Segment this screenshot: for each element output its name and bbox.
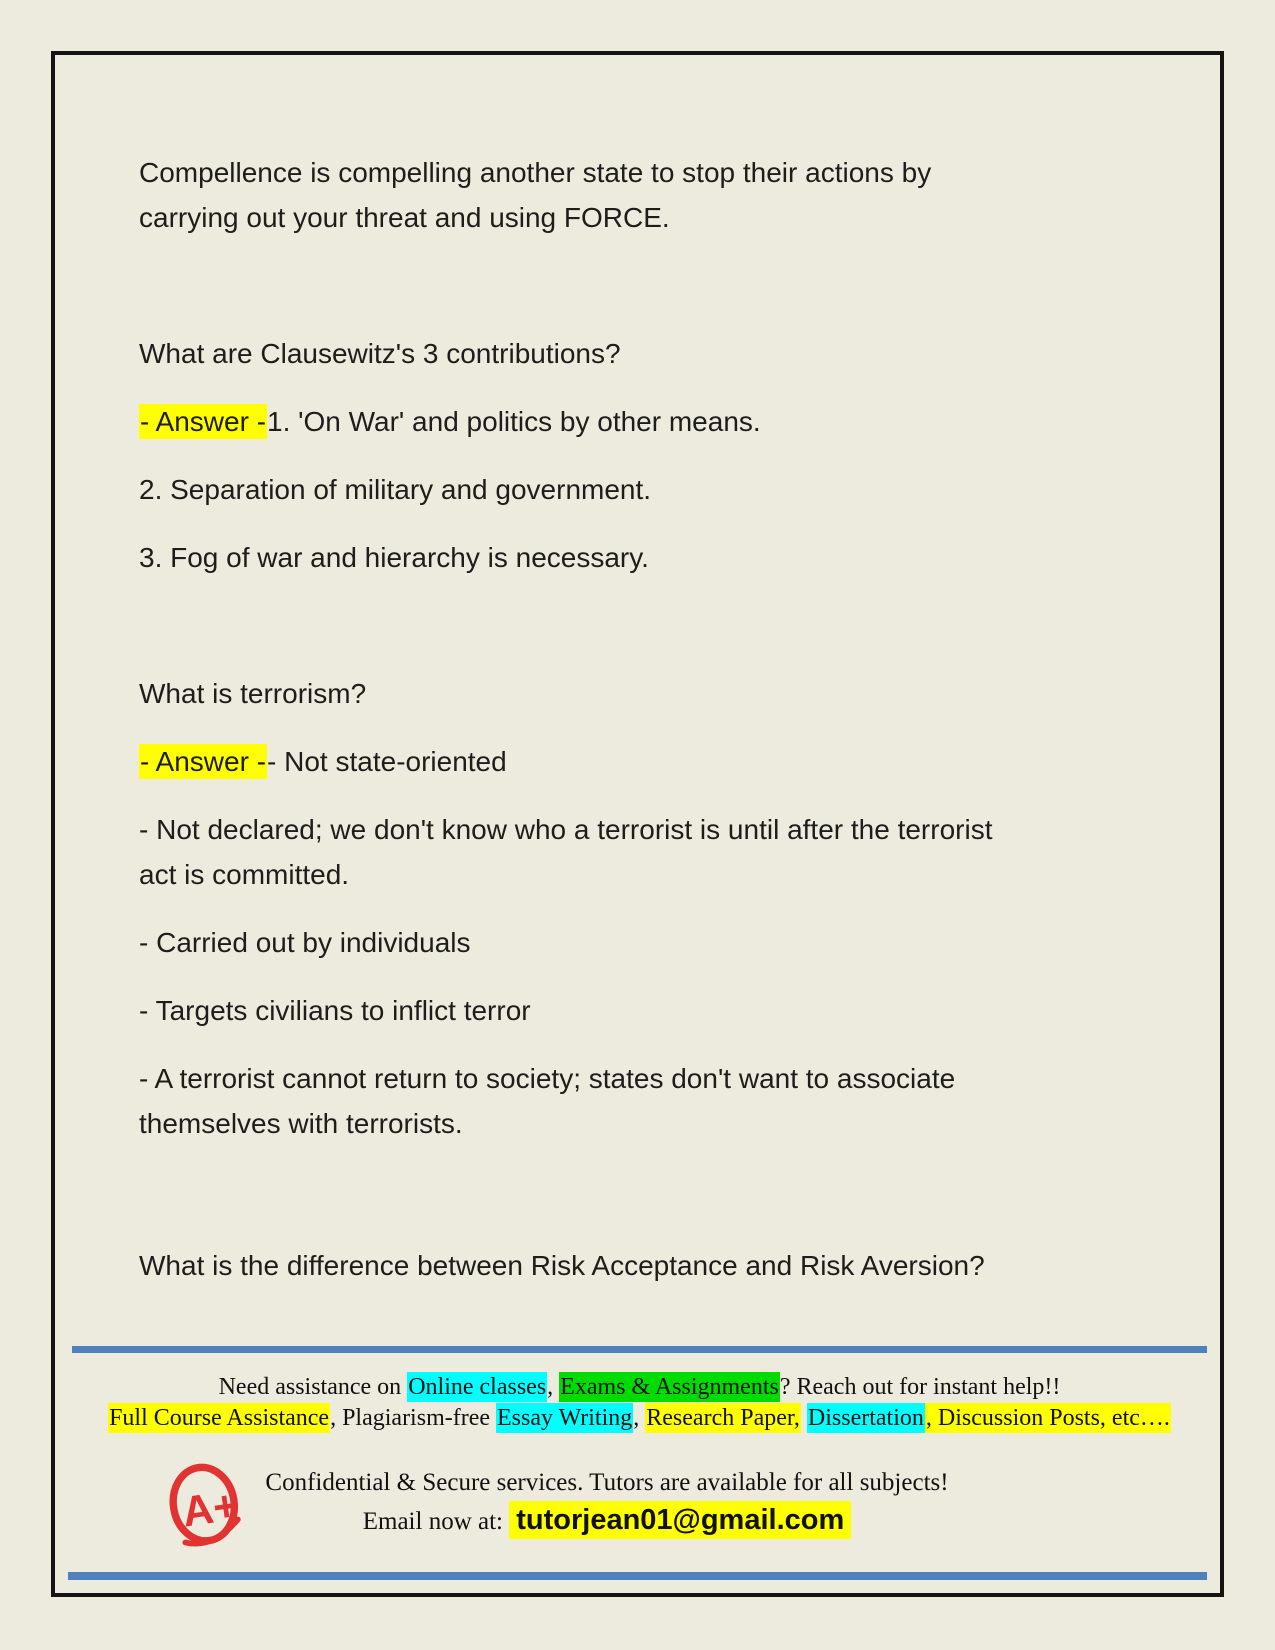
highlight-y: - Answer - (140, 746, 267, 777)
text-run: themselves with terrorists. (139, 1108, 463, 1139)
body-line (139, 1243, 1139, 1288)
secure-services-line: Confidential & Secure services. Tutors are available for all subjects! (265, 1469, 949, 1496)
body-line (139, 671, 1139, 716)
text-run: , (547, 1374, 560, 1400)
highlight-y: - Answer - (140, 406, 267, 437)
tutor-ad-line-2 (72, 1403, 1207, 1434)
logo-a-plus-text: A+ (179, 1481, 242, 1537)
text-run: Need assistance on (218, 1374, 408, 1400)
body-line (139, 852, 1139, 897)
text-run: act is committed. (139, 859, 350, 890)
body-line (139, 535, 1139, 580)
body-line (139, 1101, 1139, 1146)
body-line (139, 807, 1139, 852)
highlight-y: , Discussion Posts, etc…. (925, 1405, 1170, 1431)
text-run: - Targets civilians to inflict terror (139, 995, 531, 1026)
tutor-ad-line-1 (72, 1372, 1207, 1403)
text-run: What is the difference between Risk Acceptance and Risk Aversion? (139, 1250, 985, 1281)
body-line (139, 1056, 1139, 1101)
body-line (139, 195, 1139, 240)
body-line (139, 988, 1139, 1033)
text-run: , Plagiarism-free (330, 1405, 497, 1431)
body-line (139, 739, 1139, 784)
highlight-y: Research Paper, (646, 1405, 800, 1431)
highlight-y: Full Course Assistance (109, 1405, 330, 1431)
highlight-g: Exams & Assignments (560, 1374, 779, 1400)
text-run: - Not declared; we don't know who a terrorist is until after the terrorist (139, 814, 993, 845)
body-line (139, 331, 1139, 376)
body-line (139, 150, 1139, 195)
text-run: What are Clausewitz's 3 contributions? (139, 338, 621, 369)
text-run: ? Reach out for instant help!! (779, 1374, 1061, 1400)
body-line (139, 467, 1139, 512)
text-run: What is terrorism? (139, 678, 367, 709)
highlight-c: Dissertation (807, 1405, 924, 1431)
body-line (139, 920, 1139, 965)
tutor-ad-block (72, 1372, 1207, 1434)
text-run (801, 1405, 807, 1431)
separator-bar-bottom (68, 1572, 1207, 1580)
text-run: carrying out your threat and using FORCE. (139, 202, 670, 233)
secure-services-block (72, 1466, 1142, 1538)
highlight-c: Essay Writing (497, 1405, 633, 1431)
separator-bar-top (72, 1346, 1207, 1353)
text-run: Compellence is compelling another state to stop their actions by (139, 157, 932, 188)
text-run: 1. 'On War' and politics by other means. (267, 406, 761, 437)
text-run: - Not state-oriented (267, 746, 507, 777)
text-run: , (633, 1405, 646, 1431)
highlight-c: Online classes (408, 1374, 547, 1400)
flashcard-body (139, 150, 1139, 1288)
text-run: - A terrorist cannot return to society; states don't want to associate (139, 1063, 956, 1094)
email-label: Email now at: (362, 1508, 503, 1535)
text-run: - Carried out by individuals (139, 927, 471, 958)
body-line (139, 399, 1139, 444)
email-address[interactable]: tutorjean01@gmail.com (509, 1501, 851, 1539)
text-run: 2. Separation of military and government. (139, 474, 652, 505)
email-line (72, 1504, 1142, 1538)
text-run: 3. Fog of war and hierarchy is necessary. (139, 542, 649, 573)
